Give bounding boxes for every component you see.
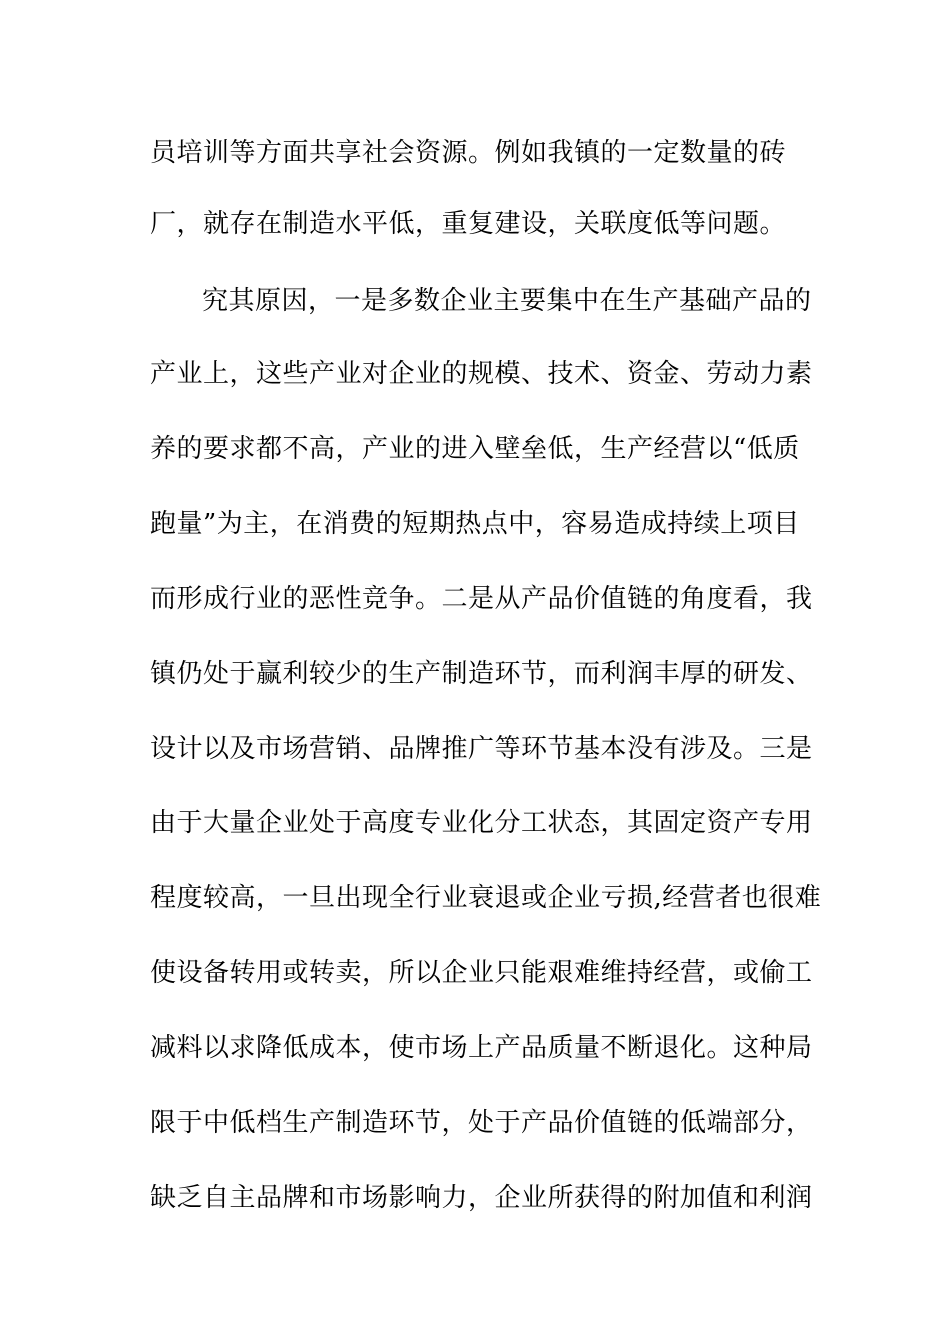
text-line: 使设备转用或转卖，所以企业只能艰难维持经营，或偷工 xyxy=(150,958,813,988)
text-line: 设计以及市场营销、品牌推广等环节基本没有涉及。三是 xyxy=(150,734,813,764)
text-line: 而形成行业的恶性竞争。二是从产品价值链的角度看，我 xyxy=(150,584,813,614)
text-line: 养的要求都不高，产业的进入壁垒低，生产经营以“低质 xyxy=(150,434,800,464)
text-line: 员培训等方面共享社会资源。例如我镇的一定数量的砖 xyxy=(150,138,787,168)
text-line: 缺乏自主品牌和市场影响力，企业所获得的附加值和利润 xyxy=(150,1183,813,1213)
text-line: 产业上，这些产业对企业的规模、技术、资金、劳动力素 xyxy=(150,359,813,389)
text-line: 限于中低档生产制造环节，处于产品价值链的低端部分， xyxy=(150,1108,813,1138)
text-line: 镇仍处于赢利较少的生产制造环节，而利润丰厚的研发、 xyxy=(150,659,813,689)
text-line: 跑量”为主，在消费的短期热点中，容易造成持续上项目 xyxy=(150,509,800,539)
text-line: 减料以求降低成本，使市场上产品质量不断退化。这种局 xyxy=(150,1033,813,1063)
text-line: 程度较高，一旦出现全行业衰退或企业亏损,经营者也很难 xyxy=(150,883,822,913)
text-line: 厂，就存在制造水平低，重复建设，关联度低等问题。 xyxy=(150,209,787,239)
text-line: 由于大量企业处于高度专业化分工状态，其固定资产专用 xyxy=(150,808,813,838)
paragraph-first-line: 究其原因，一是多数企业主要集中在生产基础产品的 xyxy=(202,286,812,316)
